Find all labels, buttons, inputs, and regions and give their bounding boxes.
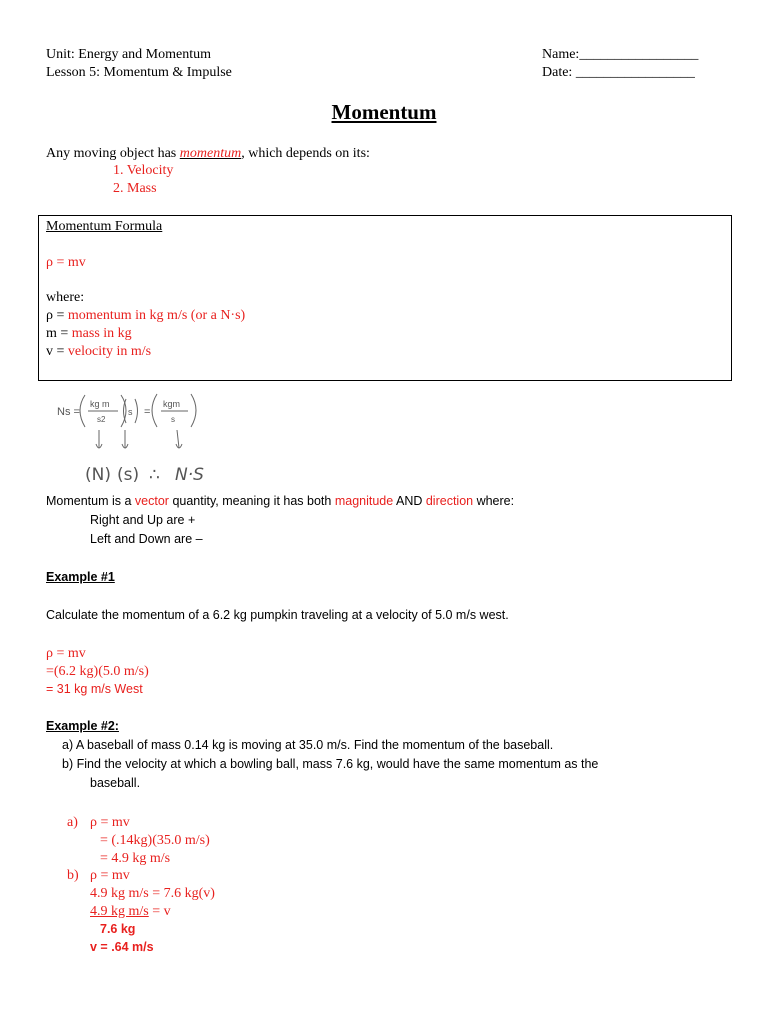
hw-therefore-symbol: ∴ <box>149 465 160 485</box>
intro-keyword: momentum <box>179 146 242 161</box>
def-value: mass in kg <box>71 326 132 341</box>
arrow-down-3 <box>176 430 182 448</box>
answer-b-step-1: ρ = mv <box>90 868 130 883</box>
def-value: momentum in kg m/s (or a N·s) <box>67 308 246 323</box>
vector-text: Momentum is a <box>46 494 135 508</box>
vector-word: vector <box>134 494 169 508</box>
def-symbol: m = <box>46 326 72 341</box>
example-1-heading: Example #1 <box>46 570 115 584</box>
arrow-down-2 <box>122 430 128 448</box>
name-field: Name:_________________ <box>542 47 699 62</box>
hw-frac2-num: kgm <box>163 399 181 409</box>
formula-main: ρ = mv <box>46 255 86 270</box>
example-2-question-b-cont: baseball. <box>90 776 141 790</box>
intro-line <box>46 146 370 162</box>
answer-b-step-2: 4.9 kg m/s = 7.6 kg(v) <box>90 886 215 901</box>
hw-frac1-den: s2 <box>97 415 106 424</box>
formula-def-momentum <box>46 308 245 324</box>
example-1-answer: = 31 kg m/s West <box>46 682 143 696</box>
handwritten-unit-derivation <box>55 390 245 490</box>
intro-suffix: , which depends on its: <box>241 146 370 161</box>
paren-right-2 <box>135 399 138 423</box>
def-symbol: v = <box>46 344 68 359</box>
arrow-down-1 <box>96 430 102 448</box>
example-2-heading: Example #2: <box>46 719 119 733</box>
magnitude-word: magnitude <box>334 494 394 508</box>
vector-text: quantity, meaning it has both <box>168 494 335 508</box>
example-1-step-2: =(6.2 kg)(5.0 m/s) <box>46 664 149 679</box>
formula-where: where: <box>46 290 85 305</box>
direction-negative: Left and Down are – <box>90 532 203 546</box>
paren-left-3 <box>152 394 157 427</box>
intro-item-1: 1. Velocity <box>113 163 174 178</box>
paren-left-1 <box>80 395 85 427</box>
formula-def-velocity <box>46 344 151 360</box>
answer-b-final: v = .64 m/s <box>90 940 154 954</box>
direction-positive: Right and Up are + <box>90 513 196 527</box>
intro-prefix: Any moving object has <box>46 146 180 161</box>
vector-text: AND <box>393 494 426 508</box>
direction-word: direction <box>425 494 474 508</box>
hw-equals: = <box>144 406 151 418</box>
hw-lhs: Ns = <box>57 406 80 418</box>
example-2-question-a: a) A baseball of mass 0.14 kg is moving at 35.0 m/s. Find the momentum of the baseball. <box>62 738 554 752</box>
vector-text: where: <box>473 494 515 508</box>
hw-newton-second: N·S <box>175 465 204 485</box>
fraction-numerator: 4.9 kg m/s <box>90 904 149 919</box>
date-field: Date: _________________ <box>542 65 695 80</box>
lesson-label: Lesson 5: Momentum & Impulse <box>46 65 232 80</box>
answer-b-step-3 <box>90 904 171 920</box>
example-1-question: Calculate the momentum of a 6.2 kg pumpkin traveling at a velocity of 5.0 m/s west. <box>46 608 509 622</box>
answer-b-step-4: 7.6 kg <box>100 922 136 936</box>
answer-b-label: b) <box>67 868 79 883</box>
fraction-rest: = v <box>148 904 171 919</box>
page-title: Momentum <box>331 100 437 124</box>
formula-heading: Momentum Formula <box>46 219 163 234</box>
unit-label: Unit: Energy and Momentum <box>46 47 211 62</box>
paren-right-3 <box>191 394 196 427</box>
answer-a-label: a) <box>67 815 78 830</box>
def-value: velocity in m/s <box>67 344 152 359</box>
hw-frac1-num: kg m <box>90 399 110 409</box>
intro-item-2: 2. Mass <box>113 181 157 196</box>
example-2-question-b: b) Find the velocity at which a bowling ball, mass 7.6 kg, would have the same momentum as the <box>62 757 599 771</box>
vector-sentence <box>46 494 514 508</box>
hw-second: (s) <box>117 465 140 485</box>
hw-s: s <box>128 407 133 417</box>
formula-def-mass <box>46 326 132 342</box>
example-1-step-1: ρ = mv <box>46 646 86 661</box>
answer-a-step-2: = (.14kg)(35.0 m/s) <box>100 833 210 848</box>
def-symbol: ρ = <box>46 308 68 323</box>
hw-newton: (N) <box>85 465 111 485</box>
hw-frac2-den: s <box>171 415 175 424</box>
answer-a-step-1: ρ = mv <box>90 815 130 830</box>
answer-a-step-3: = 4.9 kg m/s <box>100 851 171 866</box>
